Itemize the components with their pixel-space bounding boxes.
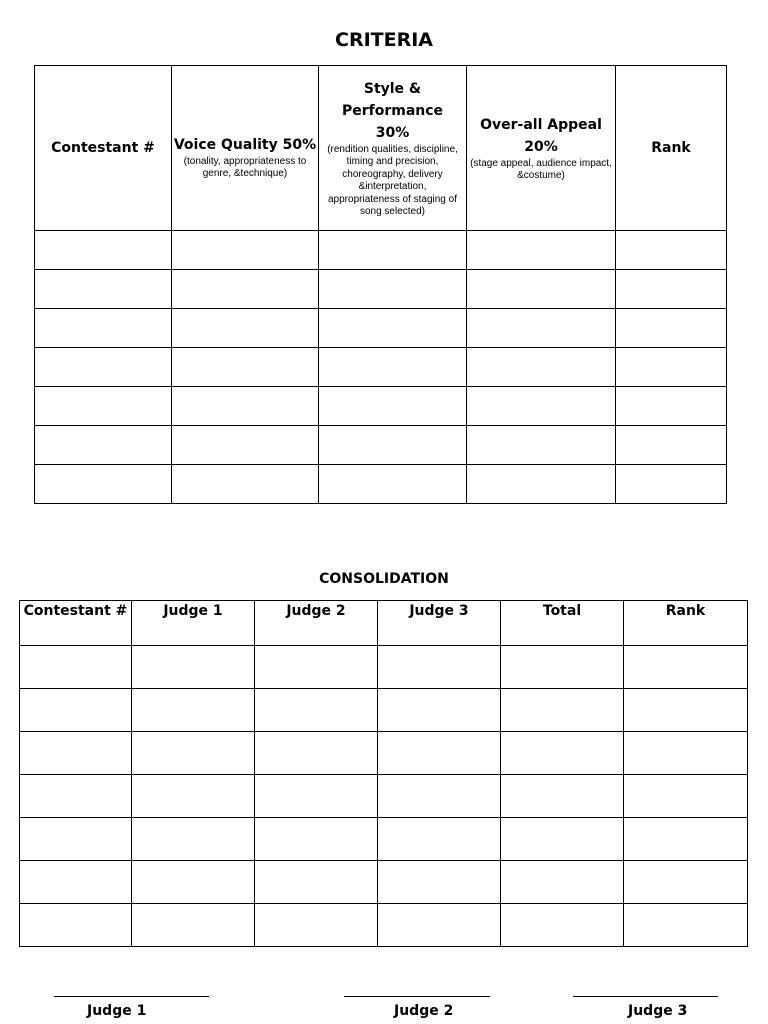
- consolidation-header-judge-1: Judge 1: [132, 601, 255, 646]
- criteria-header-label: Rank: [651, 140, 691, 156]
- criteria-cell[interactable]: [467, 465, 616, 504]
- criteria-cell[interactable]: [319, 348, 467, 387]
- consolidation-cell[interactable]: [20, 904, 132, 947]
- criteria-cell[interactable]: [319, 309, 467, 348]
- consolidation-header-contestant: Contestant #: [20, 601, 132, 646]
- criteria-cell[interactable]: [319, 231, 467, 270]
- consolidation-table: [19, 600, 748, 947]
- criteria-header-contestant: [35, 66, 172, 231]
- consolidation-header-row: [20, 601, 748, 646]
- signature-line: [344, 984, 490, 997]
- consolidation-cell[interactable]: [624, 646, 748, 689]
- criteria-cell[interactable]: [467, 231, 616, 270]
- criteria-cell[interactable]: [319, 426, 467, 465]
- signature-line: [54, 984, 209, 997]
- consolidation-header-judge-2: Judge 2: [255, 601, 378, 646]
- criteria-cell[interactable]: [35, 426, 172, 465]
- consolidation-cell[interactable]: [378, 818, 501, 861]
- criteria-cell[interactable]: [35, 387, 172, 426]
- criteria-cell[interactable]: [172, 348, 319, 387]
- signature-judge-2: [344, 984, 524, 1019]
- consolidation-cell[interactable]: [378, 861, 501, 904]
- criteria-cell[interactable]: [35, 309, 172, 348]
- consolidation-cell[interactable]: [20, 732, 132, 775]
- consolidation-cell[interactable]: [255, 904, 378, 947]
- criteria-row: [35, 465, 727, 504]
- consolidation-cell[interactable]: [132, 775, 255, 818]
- signature-judge-3: [573, 984, 753, 1019]
- consolidation-cell[interactable]: [20, 818, 132, 861]
- criteria-cell[interactable]: [172, 387, 319, 426]
- criteria-header-description: (rendition qualities, discipline, timing and precision, choreography, delivery &interpretation, appropriateness of staging of song selected): [327, 143, 458, 217]
- consolidation-row: [20, 689, 748, 732]
- consolidation-cell[interactable]: [378, 646, 501, 689]
- criteria-header-rank: [616, 66, 727, 231]
- consolidation-cell[interactable]: [501, 904, 624, 947]
- criteria-cell[interactable]: [172, 270, 319, 309]
- criteria-row: [35, 348, 727, 387]
- consolidation-cell[interactable]: [624, 818, 748, 861]
- consolidation-cell[interactable]: [378, 904, 501, 947]
- consolidation-cell[interactable]: [378, 732, 501, 775]
- consolidation-cell[interactable]: [255, 732, 378, 775]
- consolidation-cell[interactable]: [501, 818, 624, 861]
- criteria-cell[interactable]: [616, 231, 727, 270]
- consolidation-row: [20, 818, 748, 861]
- consolidation-cell[interactable]: [624, 689, 748, 732]
- consolidation-cell[interactable]: [255, 689, 378, 732]
- criteria-cell[interactable]: [319, 270, 467, 309]
- criteria-cell[interactable]: [616, 426, 727, 465]
- consolidation-cell[interactable]: [378, 689, 501, 732]
- consolidation-cell[interactable]: [20, 861, 132, 904]
- consolidation-cell[interactable]: [624, 732, 748, 775]
- consolidation-cell[interactable]: [132, 689, 255, 732]
- consolidation-title: CONSOLIDATION: [319, 571, 449, 587]
- consolidation-cell[interactable]: [132, 732, 255, 775]
- criteria-row: [35, 387, 727, 426]
- criteria-cell[interactable]: [467, 426, 616, 465]
- criteria-cell[interactable]: [35, 231, 172, 270]
- consolidation-cell[interactable]: [255, 818, 378, 861]
- consolidation-row: [20, 861, 748, 904]
- criteria-row: [35, 231, 727, 270]
- criteria-body: [35, 231, 727, 504]
- criteria-cell[interactable]: [35, 270, 172, 309]
- consolidation-row: [20, 904, 748, 947]
- criteria-cell[interactable]: [616, 309, 727, 348]
- criteria-header-label: Style & Performance 30%: [341, 80, 444, 141]
- criteria-cell[interactable]: [616, 465, 727, 504]
- criteria-header-style-performance: [319, 66, 467, 231]
- criteria-cell[interactable]: [319, 465, 467, 504]
- consolidation-cell[interactable]: [624, 861, 748, 904]
- consolidation-row: [20, 646, 748, 689]
- signature-label: Judge 1: [87, 1003, 147, 1019]
- criteria-header-label: Contestant #: [51, 140, 155, 156]
- consolidation-body: [20, 646, 748, 947]
- consolidation-cell[interactable]: [255, 775, 378, 818]
- consolidation-cell[interactable]: [132, 818, 255, 861]
- criteria-cell[interactable]: [172, 231, 319, 270]
- consolidation-cell[interactable]: [20, 646, 132, 689]
- consolidation-cell[interactable]: [132, 646, 255, 689]
- consolidation-header-judge-3: Judge 3: [378, 601, 501, 646]
- consolidation-cell[interactable]: [20, 689, 132, 732]
- criteria-header-description: (tonality, appropriateness to genre, &technique): [183, 155, 307, 179]
- consolidation-header-total: Total: [501, 601, 624, 646]
- consolidation-cell[interactable]: [501, 732, 624, 775]
- criteria-cell[interactable]: [172, 465, 319, 504]
- criteria-cell[interactable]: [467, 387, 616, 426]
- signature-line: [573, 984, 718, 997]
- criteria-cell[interactable]: [319, 387, 467, 426]
- consolidation-cell[interactable]: [255, 646, 378, 689]
- consolidation-header-rank: Rank: [624, 601, 748, 646]
- consolidation-cell[interactable]: [501, 646, 624, 689]
- consolidation-cell[interactable]: [624, 775, 748, 818]
- criteria-header-voice-quality: [172, 66, 319, 231]
- consolidation-cell[interactable]: [624, 904, 748, 947]
- criteria-row: [35, 426, 727, 465]
- criteria-header-overall-appeal: [467, 66, 616, 231]
- criteria-cell[interactable]: [35, 348, 172, 387]
- criteria-cell[interactable]: [467, 309, 616, 348]
- criteria-table: [34, 65, 727, 504]
- criteria-row: [35, 309, 727, 348]
- criteria-header-label: Over-all Appeal 20%: [480, 116, 602, 155]
- signature-judge-1: [54, 984, 234, 1019]
- consolidation-cell[interactable]: [501, 775, 624, 818]
- consolidation-row: [20, 775, 748, 818]
- criteria-title: CRITERIA: [335, 29, 433, 51]
- criteria-header-label: Voice Quality 50%: [173, 136, 317, 153]
- consolidation-row: [20, 732, 748, 775]
- consolidation-cell[interactable]: [378, 775, 501, 818]
- criteria-cell[interactable]: [616, 348, 727, 387]
- criteria-cell[interactable]: [616, 270, 727, 309]
- criteria-header-description: (stage appeal, audience impact, &costume): [470, 157, 612, 181]
- consolidation-cell[interactable]: [501, 861, 624, 904]
- consolidation-cell[interactable]: [132, 861, 255, 904]
- consolidation-cell[interactable]: [20, 775, 132, 818]
- consolidation-cell[interactable]: [501, 689, 624, 732]
- criteria-cell[interactable]: [467, 270, 616, 309]
- criteria-cell[interactable]: [616, 387, 727, 426]
- signature-label: Judge 2: [394, 1003, 454, 1019]
- criteria-cell[interactable]: [467, 348, 616, 387]
- criteria-cell[interactable]: [35, 465, 172, 504]
- signature-label: Judge 3: [628, 1003, 688, 1019]
- criteria-header-row: [35, 66, 727, 231]
- criteria-row: [35, 270, 727, 309]
- consolidation-cell[interactable]: [255, 861, 378, 904]
- criteria-cell[interactable]: [172, 309, 319, 348]
- consolidation-cell[interactable]: [132, 904, 255, 947]
- criteria-cell[interactable]: [172, 426, 319, 465]
